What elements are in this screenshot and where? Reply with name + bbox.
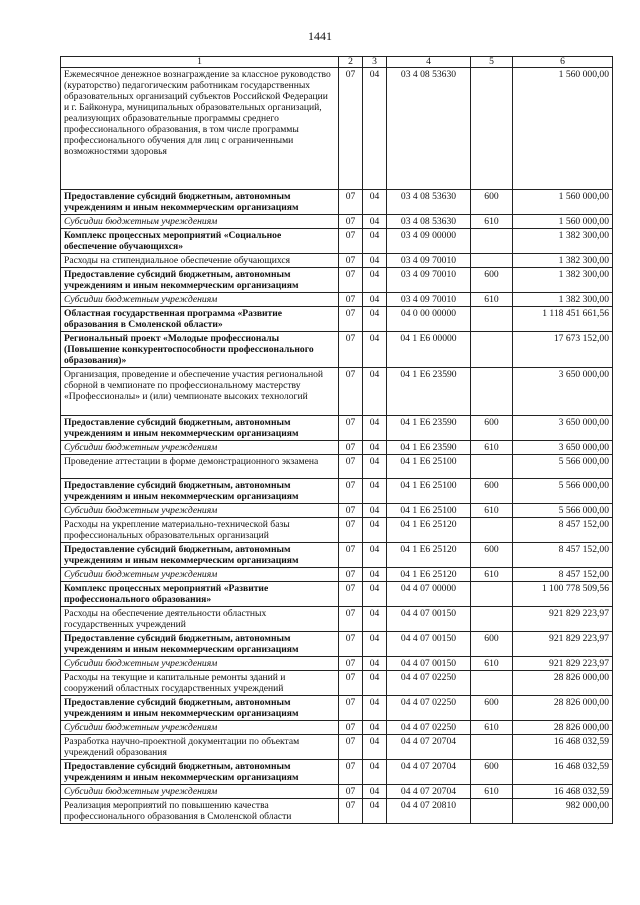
expense-type-cell bbox=[471, 307, 513, 332]
section-cell: 07 bbox=[339, 568, 363, 582]
expense-name-cell: Субсидии бюджетным учреждениям bbox=[61, 504, 339, 518]
expense-type-cell: 610 bbox=[471, 293, 513, 307]
section-cell: 07 bbox=[339, 582, 363, 607]
section-cell: 07 bbox=[339, 332, 363, 368]
target-article-cell: 04 4 07 20810 bbox=[387, 799, 471, 824]
amount-cell: 3 650 000,00 bbox=[513, 441, 613, 455]
table-row bbox=[61, 293, 613, 307]
expense-type-cell: 600 bbox=[471, 268, 513, 293]
target-article-cell: 04 4 07 00150 bbox=[387, 657, 471, 671]
section-cell: 07 bbox=[339, 416, 363, 441]
expense-name-cell: Субсидии бюджетным учреждениям bbox=[61, 785, 339, 799]
amount-cell: 3 650 000,00 bbox=[513, 416, 613, 441]
expense-type-cell bbox=[471, 455, 513, 479]
table-row bbox=[61, 504, 613, 518]
section-cell: 07 bbox=[339, 657, 363, 671]
amount-cell: 1 118 451 661,56 bbox=[513, 307, 613, 332]
expense-name-cell: Комплекс процессных мероприятий «Социальное обеспечение обучающихся» bbox=[61, 229, 339, 254]
expense-type-cell bbox=[471, 735, 513, 760]
amount-cell: 1 382 300,00 bbox=[513, 254, 613, 268]
expense-name-cell: Расходы на укрепление материально-технической базы профессиональных образовательных организаций bbox=[61, 518, 339, 543]
expense-name-cell: Расходы на стипендиальное обеспечение обучающихся bbox=[61, 254, 339, 268]
subsection-cell: 04 bbox=[363, 479, 387, 504]
amount-cell: 16 468 032,59 bbox=[513, 785, 613, 799]
expense-name-cell: Расходы на обеспечение деятельности областных государственных учреждений bbox=[61, 607, 339, 632]
subsection-cell: 04 bbox=[363, 607, 387, 632]
target-article-cell: 03 4 08 53630 bbox=[387, 68, 471, 190]
target-article-cell: 03 4 09 70010 bbox=[387, 293, 471, 307]
target-article-cell: 04 1 Е6 25120 bbox=[387, 543, 471, 568]
section-cell: 07 bbox=[339, 607, 363, 632]
target-article-cell: 04 0 00 00000 bbox=[387, 307, 471, 332]
target-article-cell: 04 1 Е6 23590 bbox=[387, 416, 471, 441]
expense-name-cell: Областная государственная программа «Развитие образования в Смоленской области» bbox=[61, 307, 339, 332]
amount-cell: 921 829 223,97 bbox=[513, 657, 613, 671]
table-row bbox=[61, 568, 613, 582]
table-row bbox=[61, 582, 613, 607]
expense-type-cell bbox=[471, 368, 513, 416]
subsection-cell: 04 bbox=[363, 568, 387, 582]
target-article-cell: 04 1 Е6 00000 bbox=[387, 332, 471, 368]
subsection-cell: 04 bbox=[363, 368, 387, 416]
expense-name-cell: Региональный проект «Молодые профессионалы (Повышение конкурентоспособности профессионального образования)» bbox=[61, 332, 339, 368]
subsection-cell: 04 bbox=[363, 696, 387, 721]
column-header: 3 bbox=[363, 57, 387, 68]
table-row bbox=[61, 254, 613, 268]
page-number: 1441 bbox=[308, 29, 332, 43]
amount-cell: 8 457 152,00 bbox=[513, 543, 613, 568]
amount-cell: 1 382 300,00 bbox=[513, 293, 613, 307]
section-cell: 07 bbox=[339, 696, 363, 721]
expense-type-cell: 610 bbox=[471, 568, 513, 582]
expense-name-cell: Предоставление субсидий бюджетным, автономным учреждениям и иным некоммерческим организациям bbox=[61, 416, 339, 441]
amount-cell: 1 382 300,00 bbox=[513, 229, 613, 254]
amount-cell: 17 673 152,00 bbox=[513, 332, 613, 368]
subsection-cell: 04 bbox=[363, 518, 387, 543]
table-row bbox=[61, 368, 613, 416]
expense-name-cell: Субсидии бюджетным учреждениям bbox=[61, 657, 339, 671]
target-article-cell: 04 1 Е6 25100 bbox=[387, 455, 471, 479]
expense-name-cell: Предоставление субсидий бюджетным, автономным учреждениям и иным некоммерческим организациям bbox=[61, 268, 339, 293]
table-row bbox=[61, 215, 613, 229]
table-row bbox=[61, 696, 613, 721]
target-article-cell: 04 1 Е6 25120 bbox=[387, 518, 471, 543]
subsection-cell: 04 bbox=[363, 543, 387, 568]
expense-type-cell bbox=[471, 582, 513, 607]
expense-type-cell: 600 bbox=[471, 760, 513, 785]
target-article-cell: 04 4 07 00000 bbox=[387, 582, 471, 607]
target-article-cell: 04 1 Е6 23590 bbox=[387, 368, 471, 416]
column-header: 4 bbox=[387, 57, 471, 68]
expense-name-cell: Комплекс процессных мероприятий «Развитие профессионального образования» bbox=[61, 582, 339, 607]
expense-name-cell: Организация, проведение и обеспечение участия региональной сборной в чемпионате по профессиональному мастерству «Профессионалы» и (или) чемпионате высоких технологий bbox=[61, 368, 339, 416]
column-header: 6 bbox=[513, 57, 613, 68]
section-cell: 07 bbox=[339, 671, 363, 696]
table-row bbox=[61, 671, 613, 696]
section-cell: 07 bbox=[339, 455, 363, 479]
table-row bbox=[61, 632, 613, 657]
expense-name-cell: Предоставление субсидий бюджетным, автономным учреждениям и иным некоммерческим организациям bbox=[61, 190, 339, 215]
subsection-cell: 04 bbox=[363, 671, 387, 696]
section-cell: 07 bbox=[339, 799, 363, 824]
subsection-cell: 04 bbox=[363, 721, 387, 735]
expense-type-cell: 600 bbox=[471, 190, 513, 215]
amount-cell: 1 560 000,00 bbox=[513, 190, 613, 215]
table-row bbox=[61, 760, 613, 785]
expense-name-cell: Субсидии бюджетным учреждениям bbox=[61, 721, 339, 735]
expense-type-cell: 600 bbox=[471, 416, 513, 441]
expense-type-cell bbox=[471, 799, 513, 824]
amount-cell: 982 000,00 bbox=[513, 799, 613, 824]
subsection-cell: 04 bbox=[363, 657, 387, 671]
subsection-cell: 04 bbox=[363, 190, 387, 215]
expense-name-cell: Субсидии бюджетным учреждениям bbox=[61, 215, 339, 229]
subsection-cell: 04 bbox=[363, 785, 387, 799]
subsection-cell: 04 bbox=[363, 441, 387, 455]
expense-type-cell: 610 bbox=[471, 215, 513, 229]
section-cell: 07 bbox=[339, 368, 363, 416]
target-article-cell: 04 4 07 20704 bbox=[387, 735, 471, 760]
column-header: 2 bbox=[339, 57, 363, 68]
column-header: 1 bbox=[61, 57, 339, 68]
amount-cell: 1 560 000,00 bbox=[513, 68, 613, 190]
amount-cell: 921 829 223,97 bbox=[513, 607, 613, 632]
table-row bbox=[61, 229, 613, 254]
table-row bbox=[61, 607, 613, 632]
amount-cell: 28 826 000,00 bbox=[513, 696, 613, 721]
expense-type-cell: 610 bbox=[471, 721, 513, 735]
expense-type-cell: 610 bbox=[471, 441, 513, 455]
expense-type-cell: 600 bbox=[471, 632, 513, 657]
expense-type-cell: 600 bbox=[471, 696, 513, 721]
target-article-cell: 04 4 07 00150 bbox=[387, 607, 471, 632]
subsection-cell: 04 bbox=[363, 582, 387, 607]
expense-name-cell: Предоставление субсидий бюджетным, автономным учреждениям и иным некоммерческим организациям bbox=[61, 479, 339, 504]
target-article-cell: 04 4 07 02250 bbox=[387, 671, 471, 696]
section-cell: 07 bbox=[339, 190, 363, 215]
target-article-cell: 04 4 07 20704 bbox=[387, 785, 471, 799]
table-row bbox=[61, 785, 613, 799]
section-cell: 07 bbox=[339, 721, 363, 735]
table-row bbox=[61, 441, 613, 455]
amount-cell: 1 100 778 509,56 bbox=[513, 582, 613, 607]
subsection-cell: 04 bbox=[363, 760, 387, 785]
section-cell: 07 bbox=[339, 785, 363, 799]
section-cell: 07 bbox=[339, 215, 363, 229]
column-number-row bbox=[61, 57, 613, 68]
table-row bbox=[61, 416, 613, 441]
subsection-cell: 04 bbox=[363, 332, 387, 368]
subsection-cell: 04 bbox=[363, 455, 387, 479]
target-article-cell: 04 1 Е6 25100 bbox=[387, 504, 471, 518]
expense-name-cell: Реализация мероприятий по повышению качества профессионального образования в Смоленской области bbox=[61, 799, 339, 824]
target-article-cell: 03 4 09 00000 bbox=[387, 229, 471, 254]
amount-cell: 5 566 000,00 bbox=[513, 504, 613, 518]
expense-name-cell: Субсидии бюджетным учреждениям bbox=[61, 441, 339, 455]
section-cell: 07 bbox=[339, 735, 363, 760]
target-article-cell: 04 4 07 02250 bbox=[387, 721, 471, 735]
expense-type-cell: 610 bbox=[471, 504, 513, 518]
amount-cell: 5 566 000,00 bbox=[513, 455, 613, 479]
budget-table bbox=[60, 56, 613, 824]
section-cell: 07 bbox=[339, 760, 363, 785]
table-row bbox=[61, 307, 613, 332]
amount-cell: 28 826 000,00 bbox=[513, 721, 613, 735]
section-cell: 07 bbox=[339, 307, 363, 332]
expense-name-cell: Субсидии бюджетным учреждениям bbox=[61, 568, 339, 582]
target-article-cell: 03 4 09 70010 bbox=[387, 254, 471, 268]
table-row bbox=[61, 479, 613, 504]
expense-type-cell: 610 bbox=[471, 785, 513, 799]
table-row bbox=[61, 268, 613, 293]
target-article-cell: 04 1 Е6 25100 bbox=[387, 479, 471, 504]
subsection-cell: 04 bbox=[363, 68, 387, 190]
amount-cell: 8 457 152,00 bbox=[513, 518, 613, 543]
section-cell: 07 bbox=[339, 293, 363, 307]
target-article-cell: 04 4 07 00150 bbox=[387, 632, 471, 657]
amount-cell: 16 468 032,59 bbox=[513, 735, 613, 760]
target-article-cell: 04 4 07 20704 bbox=[387, 760, 471, 785]
expense-type-cell: 610 bbox=[471, 657, 513, 671]
target-article-cell: 03 4 08 53630 bbox=[387, 215, 471, 229]
amount-cell: 28 826 000,00 bbox=[513, 671, 613, 696]
amount-cell: 1 560 000,00 bbox=[513, 215, 613, 229]
expense-name-cell: Расходы на текущие и капитальные ремонты зданий и сооружений областных государственных учреждений bbox=[61, 671, 339, 696]
subsection-cell: 04 bbox=[363, 229, 387, 254]
subsection-cell: 04 bbox=[363, 293, 387, 307]
section-cell: 07 bbox=[339, 518, 363, 543]
subsection-cell: 04 bbox=[363, 735, 387, 760]
table-row bbox=[61, 68, 613, 190]
section-cell: 07 bbox=[339, 543, 363, 568]
expense-type-cell bbox=[471, 518, 513, 543]
target-article-cell: 03 4 09 70010 bbox=[387, 268, 471, 293]
amount-cell: 5 566 000,00 bbox=[513, 479, 613, 504]
table-row bbox=[61, 799, 613, 824]
table-row bbox=[61, 332, 613, 368]
section-cell: 07 bbox=[339, 229, 363, 254]
table-row bbox=[61, 455, 613, 479]
expense-type-cell bbox=[471, 68, 513, 190]
expense-name-cell: Разработка научно-проектной документации по объектам учреждений образования bbox=[61, 735, 339, 760]
subsection-cell: 04 bbox=[363, 215, 387, 229]
expense-type-cell bbox=[471, 254, 513, 268]
target-article-cell: 04 1 Е6 23590 bbox=[387, 441, 471, 455]
target-article-cell: 04 1 Е6 25120 bbox=[387, 568, 471, 582]
target-article-cell: 04 4 07 02250 bbox=[387, 696, 471, 721]
subsection-cell: 04 bbox=[363, 307, 387, 332]
amount-cell: 3 650 000,00 bbox=[513, 368, 613, 416]
subsection-cell: 04 bbox=[363, 268, 387, 293]
expense-type-cell: 600 bbox=[471, 543, 513, 568]
section-cell: 07 bbox=[339, 68, 363, 190]
section-cell: 07 bbox=[339, 268, 363, 293]
section-cell: 07 bbox=[339, 479, 363, 504]
expense-name-cell: Предоставление субсидий бюджетным, автономным учреждениям и иным некоммерческим организациям bbox=[61, 696, 339, 721]
expense-name-cell: Предоставление субсидий бюджетным, автономным учреждениям и иным некоммерческим организациям bbox=[61, 760, 339, 785]
expense-type-cell bbox=[471, 671, 513, 696]
expense-name-cell: Ежемесячное денежное вознаграждение за классное руководство (кураторство) педагогическим работникам государственных образовательных организаций субъектов Российской Федерации и г. Байконура, муниципальных образовательных организаций, реализующих образовательные программы среднего профессионального образования, в том числе программы профессионального обучения для лиц с ограниченными возможностями здоровья bbox=[61, 68, 339, 190]
section-cell: 07 bbox=[339, 632, 363, 657]
subsection-cell: 04 bbox=[363, 254, 387, 268]
subsection-cell: 04 bbox=[363, 416, 387, 441]
amount-cell: 16 468 032,59 bbox=[513, 760, 613, 785]
section-cell: 07 bbox=[339, 254, 363, 268]
expense-type-cell bbox=[471, 332, 513, 368]
table-row bbox=[61, 735, 613, 760]
expense-name-cell: Субсидии бюджетным учреждениям bbox=[61, 293, 339, 307]
expense-type-cell bbox=[471, 229, 513, 254]
subsection-cell: 04 bbox=[363, 504, 387, 518]
amount-cell: 1 382 300,00 bbox=[513, 268, 613, 293]
table-row bbox=[61, 518, 613, 543]
expense-type-cell bbox=[471, 607, 513, 632]
expense-name-cell: Проведение аттестации в форме демонстрационного экзамена bbox=[61, 455, 339, 479]
column-header: 5 bbox=[471, 57, 513, 68]
table-row bbox=[61, 543, 613, 568]
table-row bbox=[61, 657, 613, 671]
expense-name-cell: Предоставление субсидий бюджетным, автономным учреждениям и иным некоммерческим организациям bbox=[61, 632, 339, 657]
section-cell: 07 bbox=[339, 441, 363, 455]
expense-type-cell: 600 bbox=[471, 479, 513, 504]
amount-cell: 921 829 223,97 bbox=[513, 632, 613, 657]
table-row bbox=[61, 721, 613, 735]
table-row bbox=[61, 190, 613, 215]
subsection-cell: 04 bbox=[363, 632, 387, 657]
subsection-cell: 04 bbox=[363, 799, 387, 824]
target-article-cell: 03 4 08 53630 bbox=[387, 190, 471, 215]
amount-cell: 8 457 152,00 bbox=[513, 568, 613, 582]
expense-name-cell: Предоставление субсидий бюджетным, автономным учреждениям и иным некоммерческим организациям bbox=[61, 543, 339, 568]
section-cell: 07 bbox=[339, 504, 363, 518]
